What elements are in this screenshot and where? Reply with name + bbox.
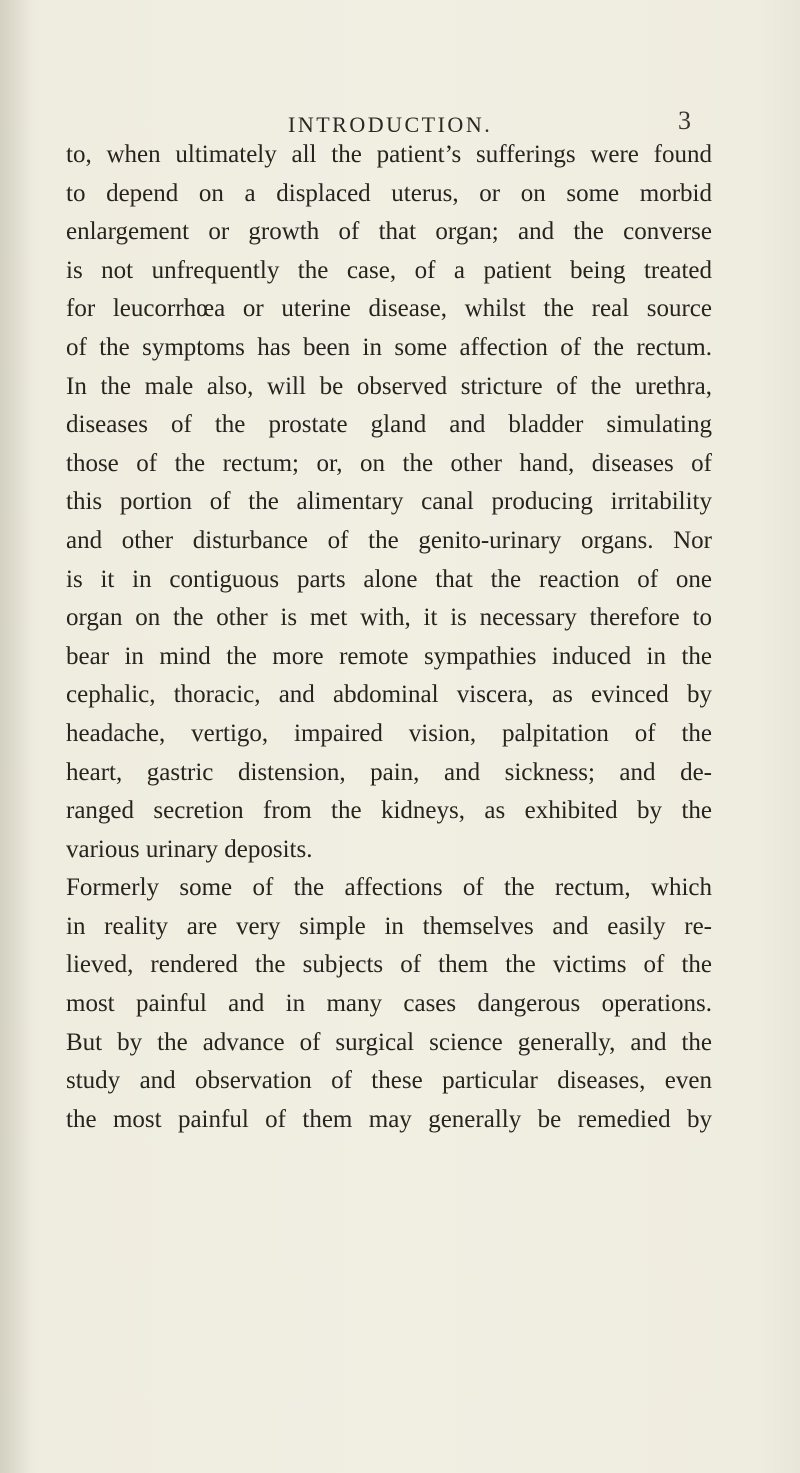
text-line: headache, vertigo, impaired vision, palpitation of the [66, 719, 712, 747]
text-line: of the symptoms has been in some affection of the rectum. [66, 333, 712, 361]
body-text [66, 136, 712, 1139]
running-title: INTRODUCTION. [288, 112, 493, 137]
text-line: this portion of the alimentary canal producing irritability [66, 488, 712, 516]
text-line: bear in mind the more remote sympathies induced in the [66, 642, 712, 670]
text-line: to depend on a displaced uterus, or on some morbid [66, 179, 712, 207]
text-line: to, when ultimately all the patient’s sufferings were found [66, 141, 712, 168]
page-number: 3 [678, 106, 691, 135]
text-line: heart, gastric distension, pain, and sickness; and de- [66, 758, 712, 786]
text-line: ranged secretion from the kidneys, as exhibited by the [66, 797, 712, 825]
text-line: In the male also, will be observed stricture of the urethra, [66, 372, 712, 400]
text-line: Formerly some of the affections of the rectum, which [66, 874, 712, 902]
text-line: most painful and in many cases dangerous operations. [66, 990, 712, 1018]
text-line: lieved, rendered the subjects of them the victims of the [66, 951, 712, 979]
text-line: in reality are very simple in themselves and easily re- [66, 912, 712, 940]
text-line: cephalic, thoracic, and abdominal viscera, as evinced by [66, 681, 712, 709]
page-edge-shadow [0, 0, 30, 1473]
text-line: for leucorrhœa or uterine disease, whilst the real source [66, 295, 712, 323]
text-line: enlargement or growth of that organ; and the converse [66, 218, 712, 246]
text-line: those of the rectum; or, on the other hand, diseases of [66, 449, 712, 477]
text-line: various urinary deposits. [66, 835, 313, 863]
text-line: But by the advance of surgical science generally, and the [66, 1028, 712, 1056]
text-line: the most painful of them may generally be remedied by [66, 1105, 712, 1133]
text-line: diseases of the prostate gland and bladder simulating [66, 411, 712, 439]
text-line: study and observation of these particular diseases, even [66, 1067, 712, 1095]
text-line: is it in contiguous parts alone that the reaction of one [66, 565, 712, 593]
text-line: is not unfrequently the case, of a patient being treated [66, 256, 712, 284]
text-line: and other disturbance of the genito-urinary organs. Nor [66, 526, 712, 554]
text-line: organ on the other is met with, it is necessary therefore to [66, 604, 712, 632]
